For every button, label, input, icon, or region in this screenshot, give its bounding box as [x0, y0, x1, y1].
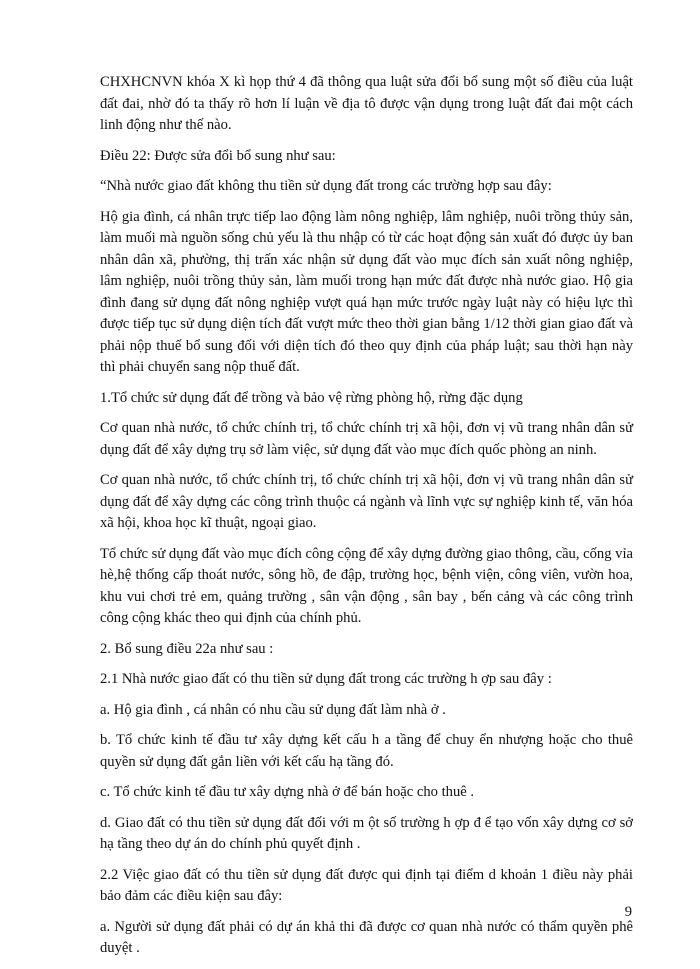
paragraph: 2.2 Việc giao đất có thu tiền sử dụng đất được qui định tại điểm d khoản 1 điều này phải bảo đảm các điều kiện sau đây: — [100, 866, 633, 904]
paragraph: Hộ gia đình, cá nhân trực tiếp lao động làm nông nghiệp, lâm nghiệp, nuôi trồng thủy sản, làm muối mà nguồn sống chủ yếu là thu nhập có từ các hoạt động sản xuất đó được ủy ban nhân dân xã, phường, thị trấn xác nhận sử dụng đất vào mục đích sản xuất nông nghiệp, lâm nghiệp, nuôi trồng thủy sản, làm muối trong hạn mức đất được nhà nước giao. Hộ gia đình đang sử dụng đất nông nghiệp vượt quá hạn mức trước ngày luật này có hiệu lực thì được tiếp tục sử dụng diện tích đất vượt mức theo thời gian bằng 1/12 thời gian giao đất và phải nộp thuế bổ sung đối với diện tích đó theo quy định của pháp luật; sau thời hạn này thì phải chuyển sang nộp thuế đất. — [100, 208, 633, 375]
paragraph: 1.Tổ chức sử dụng đất để trồng và bảo vệ rừng phòng hộ, rừng đặc dụng — [100, 389, 523, 406]
paragraph: c. Tổ chức kinh tế đầu tư xây dựng nhà ở để bán hoặc cho thuê . — [100, 784, 475, 800]
paragraph: d. Giao đất có thu tiền sử dụng đất đối với m ột số trường h ợp đ ể tạo vốn xây dựng cơ sở hạ tầng theo dự án do chính phủ quyết định . — [100, 814, 633, 852]
paragraph: 2. Bổ sung điều 22a như sau : — [100, 640, 274, 657]
paragraph: Tổ chức sử dụng đất vào mục đích công cộng để xây dựng đường giao thông, cầu, cống vỉa hè,hệ thống cấp thoát nước, sông hồ, đe đập, trường học, bệnh viện, công viên, vườn hoa, khu vui chơi trẻ em, quảng trường , sân vận động , sân bay , bến cảng và các công trình công cộng khác theo qui định của chính phủ. — [100, 545, 633, 626]
paragraph: b. Tổ chức kinh tế đầu tư xây dựng kết cấu h a tầng để chuy ển nhượng hoặc cho thuê quyền sử dụng đất gắn liền với kết cấu hạ tầng đó. — [100, 732, 633, 770]
paragraph: 2.1 Nhà nước giao đất có thu tiền sử dụng đất trong các trường h ợp sau đây : — [100, 671, 552, 687]
paragraph: CHXHCNVN khóa X kì họp thứ 4 đã thông qua luật sửa đổi bổ sung một số điều của luật đất đai, nhờ đó ta thấy rõ hơn lí luận về địa tô được vận dụng trong luật đất đai một cách linh động như thế nào. — [100, 74, 633, 133]
page-number: 9 — [624, 904, 632, 920]
paragraph: Cơ quan nhà nước, tổ chức chính trị, tổ chức chính trị xã hội, đơn vị vũ trang nhân dân sử dụng đất để xây dựng các công trình thuộc cá ngành và lĩnh vực sự nghiệp kinh tế, văn hóa xã hội, khoa học kĩ thuật, ngoại giao. — [100, 472, 633, 531]
paragraph: Cơ quan nhà nước, tổ chức chính trị, tổ chức chính trị xã hội, đơn vị vũ trang nhân dân sử dụng đất để xây dựng trụ sở làm việc, sử dụng đất vào mục đích quốc phòng an ninh. — [100, 420, 633, 458]
paragraph: a. Người sử dụng đất phải có dự án khả thi đã được cơ quan nhà nước có thẩm quyền phê duyệt . — [100, 918, 633, 956]
document-body — [100, 72, 633, 969]
paragraph: Điều 22: Được sửa đổi bổ sung như sau: — [100, 147, 336, 164]
paragraph: “Nhà nước giao đất không thu tiền sử dụng đất trong các trường hợp sau đây: — [100, 178, 552, 194]
paragraph: a. Hộ gia đình , cá nhân có nhu cầu sử dụng đất làm nhà ở . — [100, 701, 446, 718]
